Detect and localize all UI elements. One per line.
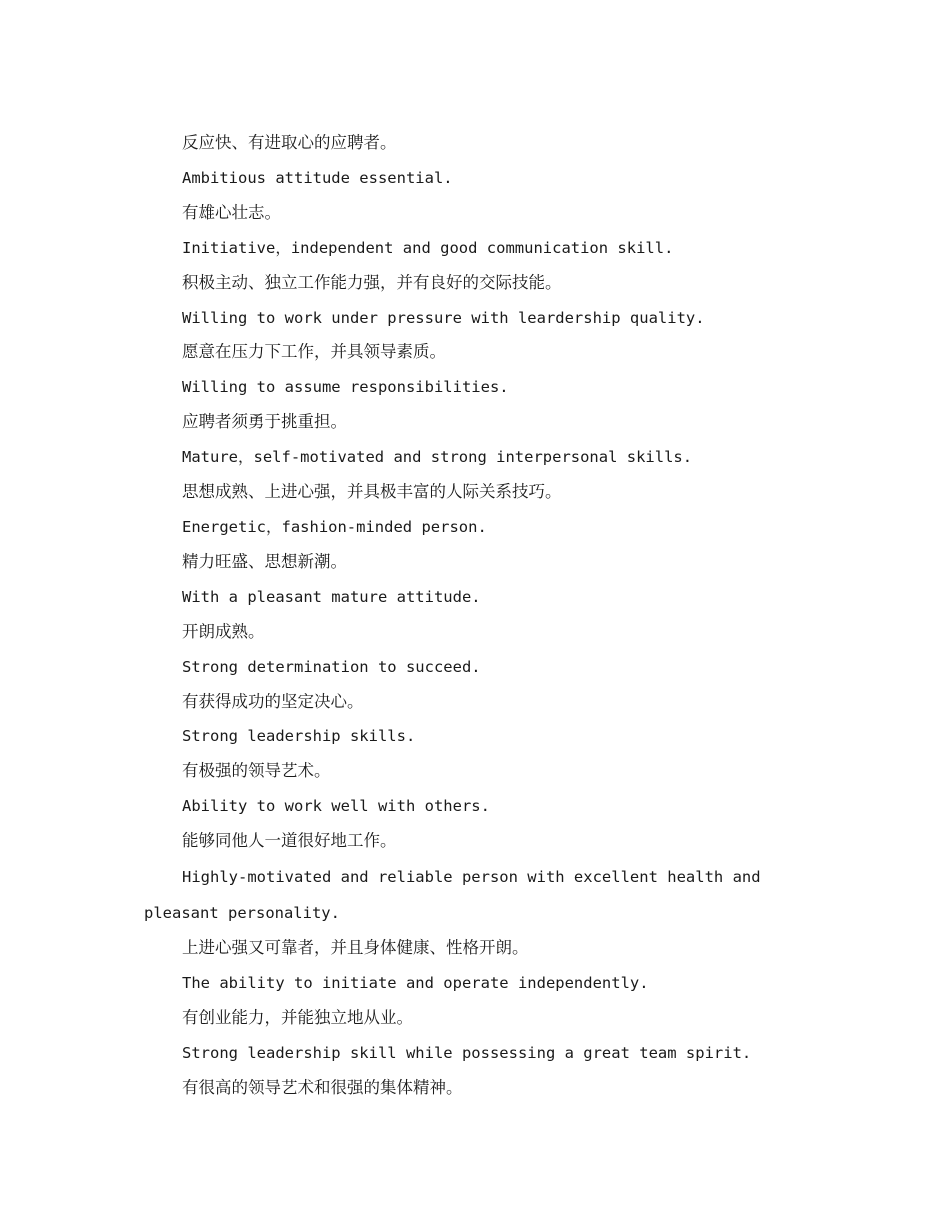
text-line-9: 应聘者须勇于挑重担。 — [182, 412, 347, 432]
text-line-15: 开朗成熟。 — [182, 621, 265, 641]
text-line-7: 愿意在压力下工作，并具领导素质。 — [182, 342, 446, 362]
text-line-18: Strong leadership skills. — [182, 727, 416, 746]
text-line-27: 有很高的领导艺术和很强的集体精神。 — [182, 1077, 463, 1097]
text-line-26: Strong leadership skill while possessing a great team spirit. — [182, 1043, 752, 1062]
text-line-14: With a pleasant mature attitude. — [182, 587, 481, 606]
text-line-25: 有创业能力，并能独立地从业。 — [182, 1007, 413, 1027]
text-line-22: Highly-motivated and reliable person with excellent health and pleasant personality. — [144, 868, 761, 923]
text-line-19: 有极强的领导艺术。 — [182, 761, 331, 781]
text-line-3: 有雄心壮志。 — [182, 202, 281, 222]
text-line-11: 思想成熟、上进心强，并具极丰富的人际关系技巧。 — [182, 482, 562, 502]
text-line-13: 精力旺盛、思想新潮。 — [182, 551, 347, 571]
text-line-1: 反应快、有进取心的应聘者。 — [182, 133, 397, 152]
text-line-10: Mature，self-motivated and strong interpersonal skills. — [182, 448, 693, 467]
text-line-21: 能够同他人一道很好地工作。 — [182, 831, 397, 851]
text-line-16: Strong determination to succeed. — [182, 657, 481, 676]
text-line-4: Initiative，independent and good communication skill. — [182, 238, 674, 257]
document-body — [144, 126, 784, 1106]
text-line-24: The ability to initiate and operate independently. — [182, 973, 649, 992]
text-line-20: Ability to work well with others. — [182, 797, 490, 816]
text-line-12: Energetic，fashion-minded person. — [182, 517, 487, 536]
text-line-5: 积极主动、独立工作能力强，并有良好的交际技能。 — [182, 272, 562, 292]
text-line-8: Willing to assume responsibilities. — [182, 378, 509, 397]
text-line-23: 上进心强又可靠者，并且身体健康、性格开朗。 — [182, 938, 529, 958]
text-line-17: 有获得成功的坚定决心。 — [182, 691, 364, 711]
text-line-2: Ambitious attitude essential. — [182, 168, 453, 187]
text-line-6: Willing to work under pressure with leardership quality. — [182, 308, 705, 327]
